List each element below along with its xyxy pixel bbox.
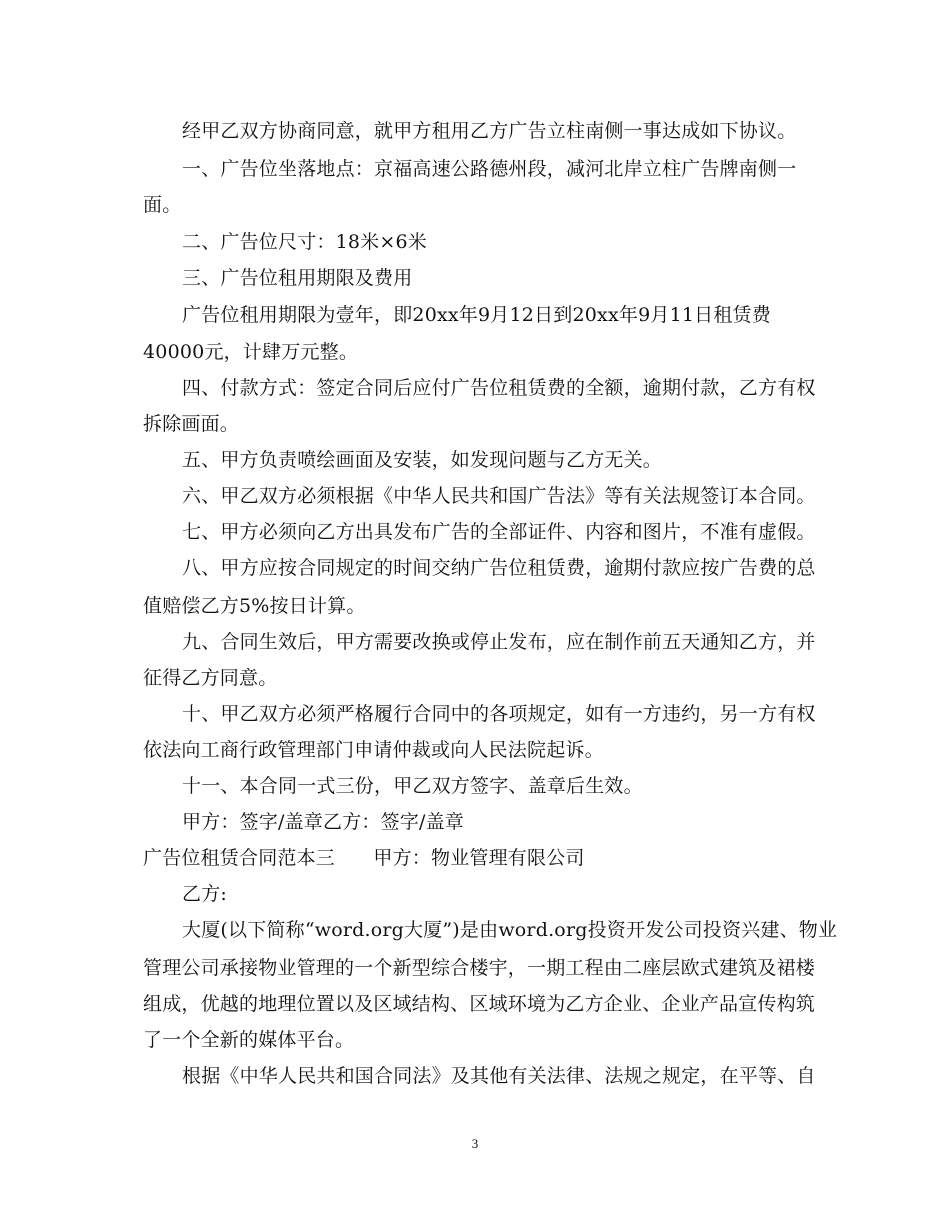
text-line: 征得乙方同意。 xyxy=(143,667,278,689)
text-line: 九、合同生效后，甲方需要改换或停止发布，应在制作前五天通知乙方，并 xyxy=(182,631,816,653)
text-line: 大厦(以下简称“word.org大厦”)是由word.org投资开发公司投资兴建、物业 xyxy=(182,919,838,941)
text-line: 一、广告位坐落地点：京福高速公路德州段，减河北岸立柱广告牌南侧一 xyxy=(182,158,797,180)
text-line: 四、付款方式：签定合同后应付广告位租赁费的全额，逾期付款，乙方有权 xyxy=(182,377,816,399)
text-line: 二、广告位尺寸：18米×6米 xyxy=(182,231,427,253)
text-line: 组成，优越的地理位置以及区域结构、区域环境为乙方企业、企业产品宣传构筑 xyxy=(143,993,816,1015)
text-line: 广告位租用期限为壹年，即20xx年9月12日到20xx年9月11日租赁费 xyxy=(182,304,771,326)
text-line: 甲方：签字/盖章乙方：签字/盖章 xyxy=(182,811,465,833)
text-line: 面。 xyxy=(143,194,182,216)
text-line: 广告位租赁合同范本三 甲方：物业管理有限公司 xyxy=(143,847,585,869)
text-line: 经甲乙双方协商同意，就甲方租用乙方广告立柱南侧一事达成如下协议。 xyxy=(182,120,797,142)
text-line: 根据《中华人民共和国合同法》及其他有关法律、法规之规定，在平等、自 xyxy=(182,1065,816,1087)
text-line: 依法向工商行政管理部门申请仲裁或向人民法院起诉。 xyxy=(143,739,604,761)
text-line: 乙方: xyxy=(182,883,228,905)
text-line: 管理公司承接物业管理的一个新型综合楼宇，一期工程由二座层欧式建筑及裙楼 xyxy=(143,957,816,979)
text-line: 六、甲乙双方必须根据《中华人民共和国广告法》等有关法规签订本合同。 xyxy=(182,485,816,507)
text-line: 了一个全新的媒体平台。 xyxy=(143,1029,355,1051)
text-line: 十、甲乙双方必须严格履行合同中的各项规定，如有一方违约，另一方有权 xyxy=(182,703,816,725)
text-line: 五、甲方负责喷绘画面及安装，如发现问题与乙方无关。 xyxy=(182,449,663,471)
text-line: 八、甲方应按合同规定的时间交纳广告位租赁费，逾期付款应按广告费的总 xyxy=(182,557,816,579)
text-line: 40000元，计肆万元整。 xyxy=(143,341,359,363)
page-number: 3 xyxy=(471,1136,479,1151)
text-line: 三、广告位租用期限及费用 xyxy=(182,267,413,289)
text-line: 七、甲方必须向乙方出具发布广告的全部证件、内容和图片，不准有虚假。 xyxy=(182,521,816,543)
text-line: 十一、本合同一式三份，甲乙双方签字、盖章后生效。 xyxy=(182,775,643,797)
text-line: 值赔偿乙方5%按日计算。 xyxy=(143,595,366,617)
text-line: 拆除画面。 xyxy=(143,413,240,435)
